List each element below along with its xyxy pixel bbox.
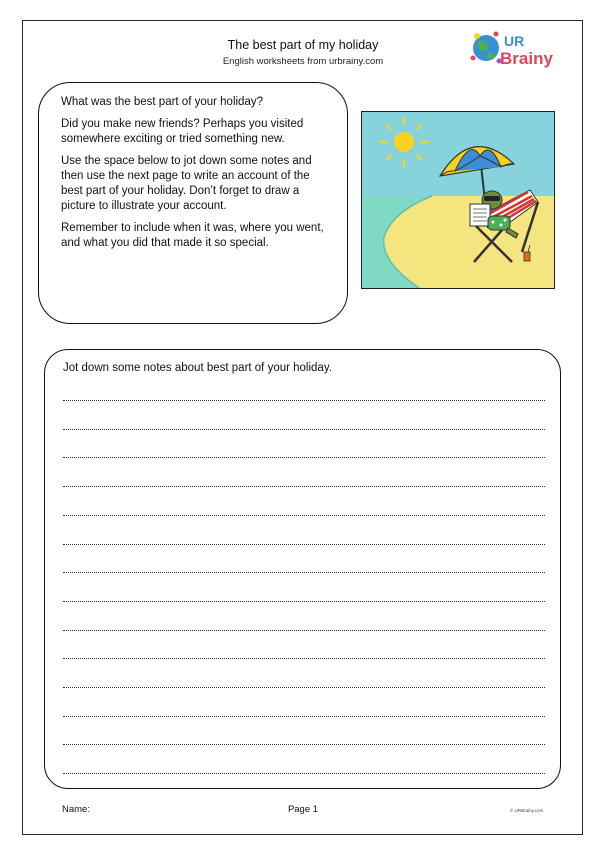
- prompt-reminder: Remember to include when it was, where you went, and what you did that made it so special.: [61, 222, 324, 249]
- writing-line[interactable]: [63, 400, 545, 401]
- prompt-instructions: Use the space below to jot down some notes and then use the next page to write an account of the best part of your holiday. Don’t forget to draw a picture to illustrate your account.: [61, 155, 312, 212]
- page-title: The best part of my holiday: [227, 38, 379, 52]
- logo-line2: Brainy: [500, 49, 553, 68]
- footer-copyright: © URBrainy.com: [510, 808, 544, 813]
- writing-line[interactable]: [63, 716, 545, 717]
- notes-box: [44, 349, 561, 789]
- prompt-ideas: Did you make new friends? Perhaps you visited somewhere exciting or tried something new.: [61, 118, 304, 145]
- writing-line[interactable]: [63, 515, 545, 516]
- footer-page-number: Page 1: [287, 804, 319, 815]
- writing-line[interactable]: [63, 429, 545, 430]
- writing-line[interactable]: [63, 687, 545, 688]
- writing-line[interactable]: [63, 572, 545, 573]
- writing-line[interactable]: [63, 773, 545, 774]
- logo-line1: UR: [504, 33, 525, 49]
- writing-line[interactable]: [63, 486, 545, 487]
- prompt-box: [38, 82, 348, 324]
- writing-line[interactable]: [63, 658, 545, 659]
- beach-illustration: [361, 111, 555, 289]
- urbrainy-logo: [468, 28, 563, 72]
- notes-heading: Jot down some notes about best part of your holiday.: [63, 362, 332, 374]
- writing-line[interactable]: [63, 744, 545, 745]
- prompt-question: What was the best part of your holiday?: [61, 96, 263, 108]
- writing-line[interactable]: [63, 601, 545, 602]
- writing-line[interactable]: [63, 457, 545, 458]
- footer-name-label: Name:: [62, 804, 90, 815]
- page-subtitle: English worksheets from urbrainy.com: [222, 56, 384, 67]
- writing-line[interactable]: [63, 630, 545, 631]
- writing-line[interactable]: [63, 544, 545, 545]
